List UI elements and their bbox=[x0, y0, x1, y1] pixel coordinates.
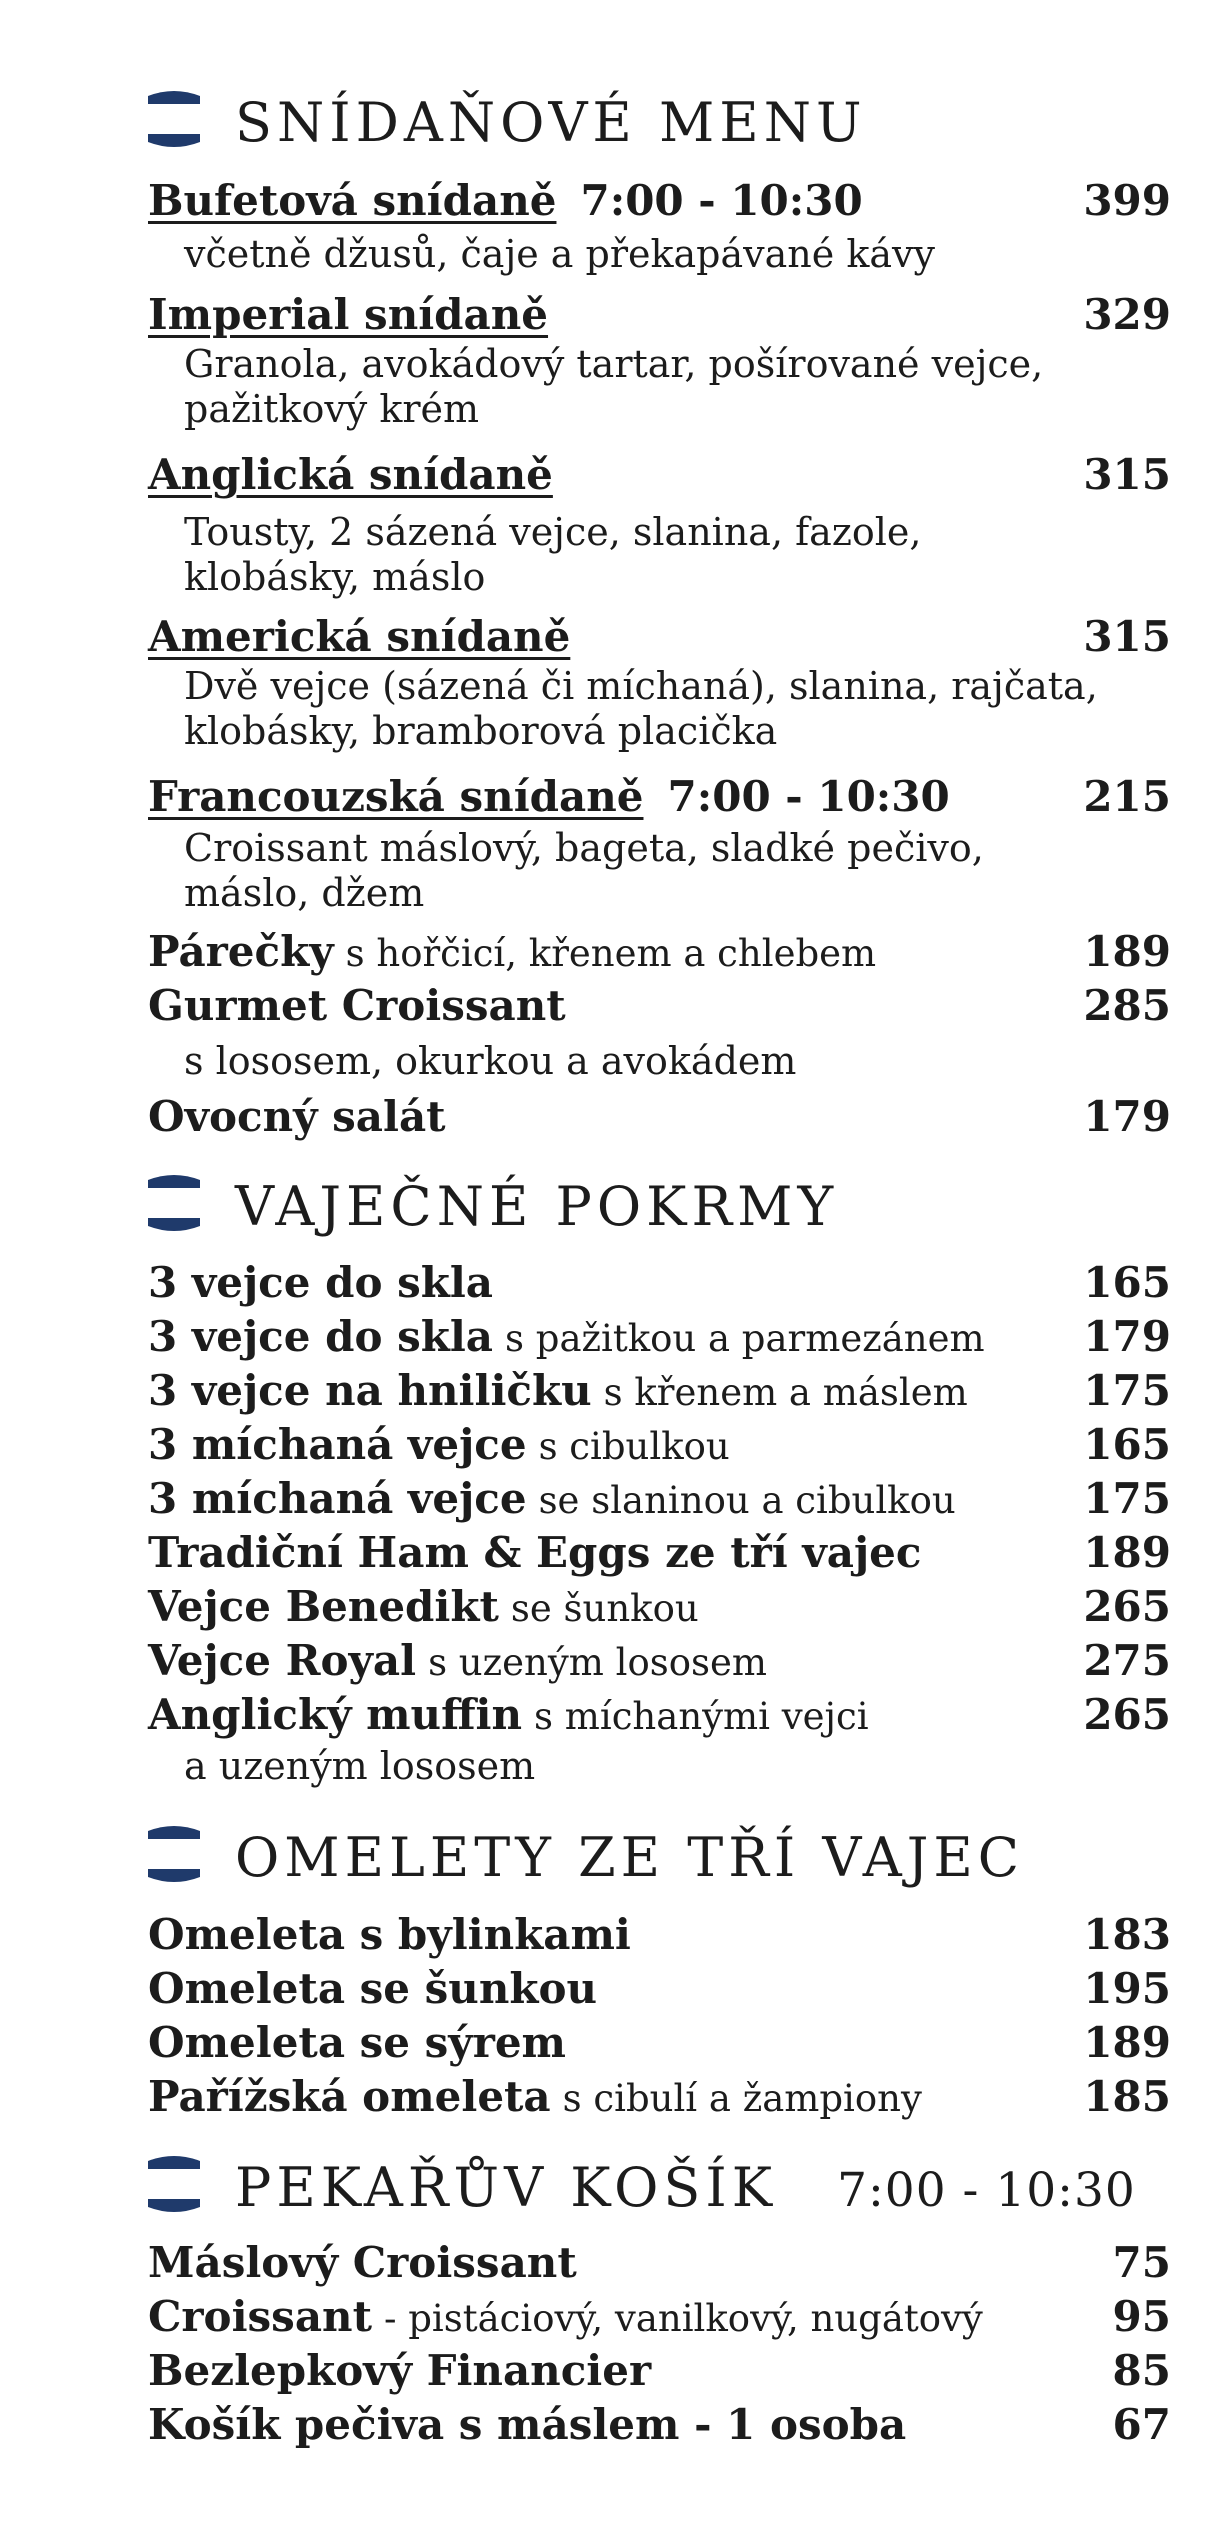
menu-item bbox=[148, 1474, 1171, 1528]
menu-item-americka bbox=[148, 612, 1171, 666]
item-name: Anglická snídaně bbox=[148, 450, 553, 499]
item-name: Gurmet Croissant bbox=[148, 981, 566, 1030]
item-name: 3 vejce do skla bbox=[148, 1312, 494, 1361]
item-name: Košík pečiva s máslem - 1 osoba bbox=[148, 2400, 907, 2449]
item-price: 399 bbox=[1083, 176, 1171, 225]
item-description: a uzeným lososem bbox=[184, 1744, 536, 1788]
item-detail: s pažitkou a parmezánem bbox=[505, 1317, 985, 1360]
item-description: klobásky, máslo bbox=[184, 555, 486, 599]
item-name: Párečky bbox=[148, 927, 334, 976]
navy-bracket-icon bbox=[148, 2153, 200, 2215]
item-name: Tradiční Ham & Eggs ze tří vajec bbox=[148, 1528, 922, 1577]
item-price: 329 bbox=[1083, 290, 1171, 339]
item-detail: s cibulí a žampiony bbox=[562, 2077, 922, 2120]
menu-item bbox=[148, 1528, 1171, 1582]
item-price: 265 bbox=[1083, 1582, 1171, 1631]
item-price: 215 bbox=[1083, 772, 1171, 821]
section-title bbox=[235, 2156, 1136, 2219]
menu-item bbox=[148, 1366, 1171, 1420]
section-title-text: PEKAŘŮV KOŠÍK bbox=[235, 2156, 778, 2219]
menu-item-ovocny-salat bbox=[148, 1092, 1171, 1146]
menu-item bbox=[148, 1964, 1171, 2018]
menu-item bbox=[148, 1636, 1171, 1690]
item-detail: s míchanými vejci bbox=[534, 1695, 869, 1738]
item-time: 7:00 - 10:30 bbox=[667, 772, 950, 821]
item-name: Omeleta se šunkou bbox=[148, 1964, 598, 2013]
item-price: 95 bbox=[1112, 2292, 1171, 2341]
item-detail: se šunkou bbox=[510, 1587, 699, 1630]
menu-item bbox=[148, 1420, 1171, 1474]
item-detail: s cibulkou bbox=[538, 1425, 730, 1468]
item-description: máslo, džem bbox=[184, 871, 425, 915]
menu-item-parecky bbox=[148, 927, 1171, 981]
item-price: 189 bbox=[1083, 2018, 1171, 2067]
item-description: s lososem, okurkou a avokádem bbox=[184, 1039, 797, 1083]
item-price: 285 bbox=[1083, 981, 1171, 1030]
item-name: Francouzská snídaně bbox=[148, 772, 644, 821]
item-price: 315 bbox=[1083, 612, 1171, 661]
item-detail: s hořčicí, křenem a chlebem bbox=[345, 932, 877, 975]
item-name: Bezlepkový Financier bbox=[148, 2346, 652, 2395]
navy-bracket-icon bbox=[148, 1172, 200, 1234]
item-description: Croissant máslový, bageta, sladké pečivo, bbox=[184, 826, 984, 870]
menu-item bbox=[148, 1910, 1171, 1964]
item-price: 189 bbox=[1083, 1528, 1171, 1577]
item-price: 315 bbox=[1083, 450, 1171, 499]
item-name: Pařížská omeleta bbox=[148, 2072, 551, 2121]
item-price: 189 bbox=[1083, 927, 1171, 976]
item-name: Omeleta se sýrem bbox=[148, 2018, 566, 2067]
section-title: SNÍDAŇOVÉ MENU bbox=[235, 91, 867, 154]
menu-item-bufetova bbox=[148, 176, 1171, 230]
item-price: 179 bbox=[1083, 1092, 1171, 1141]
navy-bracket-icon bbox=[148, 1823, 200, 1885]
item-name: Máslový Croissant bbox=[148, 2238, 577, 2287]
item-name: Omeleta s bylinkami bbox=[148, 1910, 631, 1959]
item-description: včetně džusů, čaje a překapávané kávy bbox=[184, 232, 935, 276]
menu-item bbox=[148, 2072, 1171, 2126]
item-price: 275 bbox=[1083, 1636, 1171, 1685]
item-name: 3 míchaná vejce bbox=[148, 1474, 527, 1523]
menu-item bbox=[148, 2400, 1171, 2454]
menu-item-francouzska bbox=[148, 772, 1171, 826]
item-price: 195 bbox=[1083, 1964, 1171, 2013]
item-name: Anglický muffin bbox=[148, 1690, 523, 1739]
item-description: Tousty, 2 sázená vejce, slanina, fazole, bbox=[184, 510, 922, 554]
menu-item-anglicka bbox=[148, 450, 1171, 504]
menu-item bbox=[148, 2292, 1171, 2346]
item-name: Imperial snídaně bbox=[148, 290, 549, 339]
menu-item bbox=[148, 2346, 1171, 2400]
menu-item-gurmet-croissant bbox=[148, 981, 1171, 1035]
item-price: 67 bbox=[1112, 2400, 1171, 2449]
item-detail: se slaninou a cibulkou bbox=[538, 1479, 956, 1522]
item-detail: s uzeným lososem bbox=[428, 1641, 767, 1684]
item-detail: s křenem a máslem bbox=[603, 1371, 968, 1414]
item-name: Bufetová snídaně bbox=[148, 176, 557, 225]
item-description: Granola, avokádový tartar, pošírované vejce, bbox=[184, 342, 1044, 386]
menu-item bbox=[148, 1582, 1171, 1636]
item-price: 185 bbox=[1083, 2072, 1171, 2121]
item-description: Dvě vejce (sázená či míchaná), slanina, rajčata, bbox=[184, 664, 1098, 708]
section-title: VAJEČNÉ POKRMY bbox=[235, 1175, 839, 1238]
item-name: Americká snídaně bbox=[148, 612, 571, 661]
section-title: OMELETY ZE TŘÍ VAJEC bbox=[235, 1826, 1025, 1889]
item-detail: - pistáciový, vanilkový, nugátový bbox=[383, 2297, 983, 2340]
item-price: 165 bbox=[1083, 1420, 1171, 1469]
item-price: 75 bbox=[1112, 2238, 1171, 2287]
menu-item bbox=[148, 2018, 1171, 2072]
menu-item bbox=[148, 2238, 1171, 2292]
item-price: 165 bbox=[1083, 1258, 1171, 1307]
item-price: 175 bbox=[1083, 1366, 1171, 1415]
item-price: 179 bbox=[1083, 1312, 1171, 1361]
item-name: 3 vejce na hniličku bbox=[148, 1366, 592, 1415]
item-name: 3 vejce do skla bbox=[148, 1258, 494, 1307]
navy-bracket-icon bbox=[148, 88, 200, 150]
item-price: 175 bbox=[1083, 1474, 1171, 1523]
item-name: Ovocný salát bbox=[148, 1092, 446, 1141]
menu-item bbox=[148, 1258, 1171, 1312]
menu-item-imperial bbox=[148, 290, 1171, 344]
section-time: 7:00 - 10:30 bbox=[837, 2163, 1136, 2218]
item-name: Croissant bbox=[148, 2292, 372, 2341]
item-name: Vejce Benedikt bbox=[148, 1582, 499, 1631]
menu-item bbox=[148, 1312, 1171, 1366]
item-description: pažitkový krém bbox=[184, 387, 480, 431]
item-time: 7:00 - 10:30 bbox=[580, 176, 863, 225]
item-description: klobásky, bramborová placička bbox=[184, 709, 778, 753]
item-name: 3 míchaná vejce bbox=[148, 1420, 527, 1469]
item-price: 265 bbox=[1083, 1690, 1171, 1739]
item-name: Vejce Royal bbox=[148, 1636, 417, 1685]
menu-item bbox=[148, 1690, 1171, 1744]
item-price: 85 bbox=[1112, 2346, 1171, 2395]
item-price: 183 bbox=[1083, 1910, 1171, 1959]
